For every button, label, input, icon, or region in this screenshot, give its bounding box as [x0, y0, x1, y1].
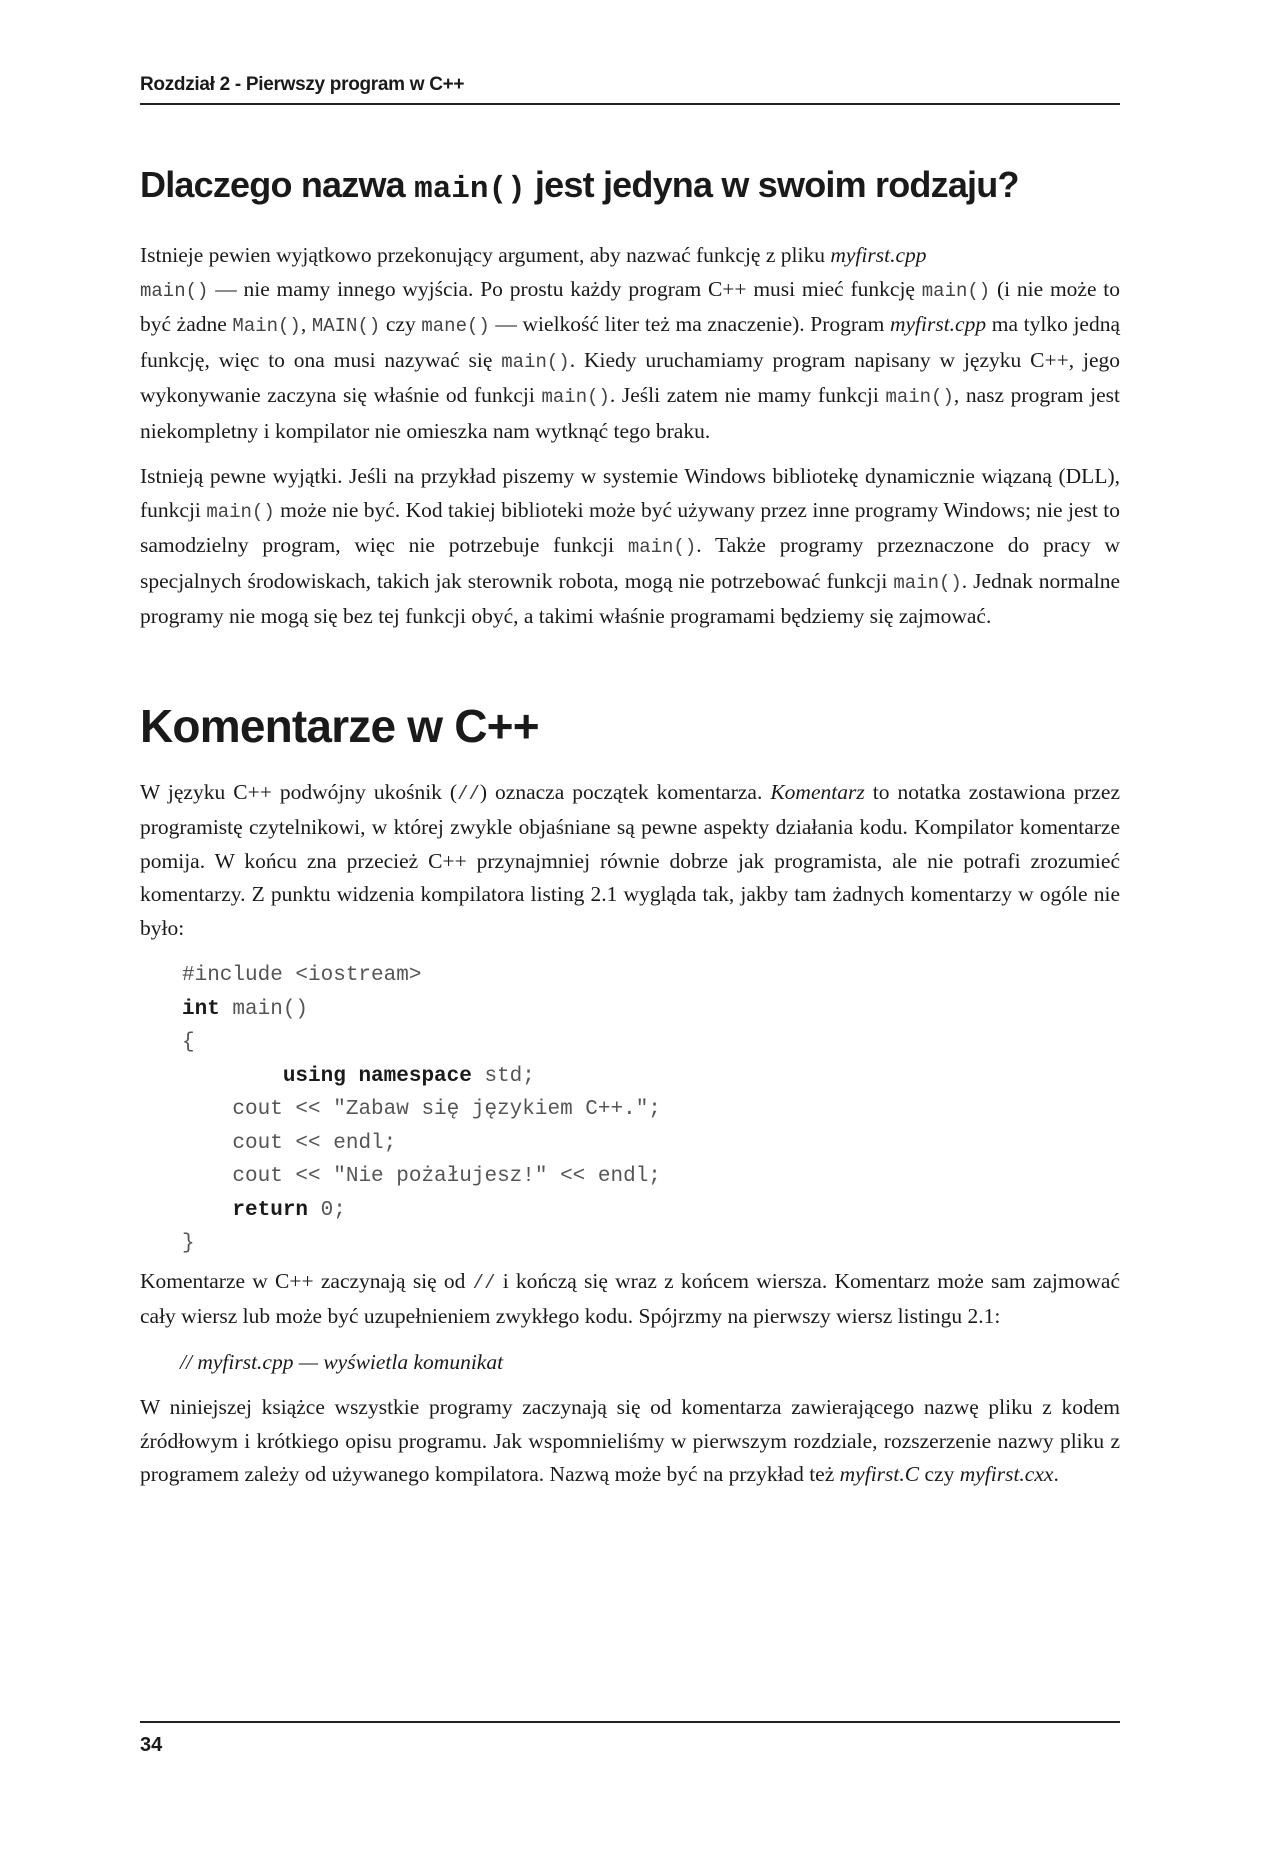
text-run: Komentarze w C++ zaczynają się od: [140, 1268, 473, 1293]
code-text: cout << endl;: [232, 1131, 397, 1155]
inline-code: main(): [541, 386, 610, 408]
text-run: W języku C++ podwójny ukośnik (: [140, 779, 458, 804]
text-run: może nie być. Kod takiej biblioteki może być używany przez inne programy Windows; nie jest to samodzielny program, więc nie potrzebuje funkcji: [140, 497, 1120, 557]
text-run: czy: [380, 312, 422, 336]
code-text: cout << "Nie pożałujesz!" << endl;: [232, 1165, 661, 1188]
paragraph-comments-1: [140, 776, 1120, 946]
inline-code: //: [457, 782, 480, 805]
code-text: std;: [471, 1064, 535, 1088]
text-run: . Jeśli zatem nie mamy funkcji: [609, 383, 886, 407]
text-run: ) oznacza początek komentarza.: [479, 779, 771, 804]
inline-code: main(): [627, 536, 697, 558]
code-line: #include <iostream>: [182, 964, 422, 987]
inline-code: main(): [921, 279, 991, 302]
header-rule: [140, 103, 1120, 105]
paragraph-comments-2: [140, 1265, 1120, 1334]
code-line: [182, 1093, 1120, 1127]
filename: myfirst.C: [839, 1462, 920, 1486]
text-run: ,: [300, 312, 312, 336]
page-content: [140, 162, 1120, 1504]
heading-text-post: jest jedyna w swoim rodzaju?: [525, 164, 1019, 205]
inline-code: main(): [893, 571, 962, 594]
filename: myfirst.cxx: [959, 1462, 1054, 1486]
code-listing: [182, 959, 1120, 1261]
text-run: — wielkość liter też ma znaczenie). Program: [489, 312, 890, 336]
inline-code: //: [472, 1271, 496, 1294]
code-line: [182, 1160, 1120, 1194]
code-line: [182, 1060, 1120, 1094]
code-line: [182, 1194, 1120, 1228]
filename: myfirst.cpp: [889, 312, 987, 336]
code-keyword: using namespace: [282, 1064, 472, 1088]
page-number: 34: [140, 1734, 163, 1756]
heading-text-pre: Dlaczego nazwa: [140, 164, 415, 205]
paragraph-main-1: [140, 239, 1120, 448]
text-run: . Także programy przeznaczone do pracy w specjalnych środowiskach, takich jak sterownik robota, mogą nie potrzebować funkcji: [140, 533, 1120, 593]
code-keyword: int: [182, 997, 220, 1021]
text-run: ma tylko jedną funkcję, więc to ona musi nazywać się: [140, 312, 1121, 372]
section-heading-comments: Komentarze w C++: [140, 699, 539, 752]
text-run: to notatka zostawiona przez programistę czytelnikowi, w której zwykle objaśniane są pewne aspekty działania kodu. Kompilator komentarze pomija. W końcu zna przecież C++ przynajmniej równie dobrze jak programista, ale nie potrafi zrozumieć komentarzy. Z punktu widzenia kompilatora listing 2.1 wygląda tak, jakby tam żadnych komentarzy w ogóle nie było:: [140, 779, 1120, 940]
text-run: .: [1053, 1462, 1059, 1486]
inline-code: main(): [501, 350, 570, 373]
paragraph-main-2: [140, 460, 1120, 634]
text-run: — nie mamy innego wyjścia. Po prostu każdy program C++ musi mieć funkcję: [208, 276, 922, 301]
text-run: czy: [919, 1462, 960, 1486]
code-line: {: [182, 1031, 195, 1054]
text-run: Istnieje pewien wyjątkowo przekonujący argument, aby nazwać funkcję z pliku: [140, 243, 831, 267]
code-line: [182, 1127, 1120, 1161]
code-keyword: return: [232, 1198, 309, 1222]
code-text: main(): [219, 997, 309, 1021]
text-run: Istnieją pewne wyjątki. Jeśli na przykład piszemy w systemie Windows bibliotekę dynamicznie wiązaną (DLL), funkcji: [140, 464, 1120, 522]
paragraph-comments-3: [140, 1391, 1120, 1492]
text-run: . Jednak normalne programy nie mogą się bez tej funkcji obyć, a takimi właśnie programami będziemy się zajmować.: [140, 568, 1120, 628]
text-run: , nasz program jest niekompletny i kompilator nie omieszka nam wytknąć tego braku.: [140, 383, 1120, 443]
code-text: cout << "Zabaw się językiem C++.";: [232, 1098, 661, 1121]
inline-code: MAIN(): [311, 315, 381, 337]
footer-rule: [140, 1721, 1120, 1723]
filename: myfirst.cpp: [830, 243, 927, 267]
text-run: i kończą się wraz z końcem wiersza. Komentarz może sam zajmować cały wiersz lub może być uzupełnieniem zwykłego kodu. Spójrzmy na pierwszy wiersz listingu 2.1:: [140, 1268, 1120, 1328]
comment-example: // myfirst.cpp — wyświetla komunikat: [180, 1349, 504, 1374]
code-text: 0;: [308, 1198, 346, 1222]
section-heading-main: [140, 162, 1120, 213]
running-head: Rozdział 2 - Pierwszy program w C++: [140, 74, 465, 95]
term: Komentarz: [770, 779, 865, 804]
code-line: [182, 993, 1120, 1027]
text-run: (i nie może to być żadne: [140, 276, 1121, 336]
inline-code: mane(): [421, 315, 490, 337]
inline-code: Main(): [232, 315, 301, 337]
heading-code: main(): [414, 172, 526, 207]
inline-code: main(): [140, 279, 209, 302]
code-line: }: [182, 1232, 195, 1255]
text-run: W niniejszej książce wszystkie programy zaczynają się od komentarza zawierającego nazwę pliku z kodem źródłowym i krótkiego opisu programu. Jak wspomnieliśmy w pierwszym rozdziale, rozszerzenie nazwy pliku z programem zależy od używanego kompilatora. Nazwą może być na przykład też: [140, 1395, 1120, 1486]
text-run: . Kiedy uruchamiamy program napisany w języku C++, jego wykonywanie zaczyna się właśnie od funkcji: [140, 347, 1120, 407]
inline-code: main(): [206, 500, 275, 523]
inline-code: main(): [885, 386, 954, 408]
